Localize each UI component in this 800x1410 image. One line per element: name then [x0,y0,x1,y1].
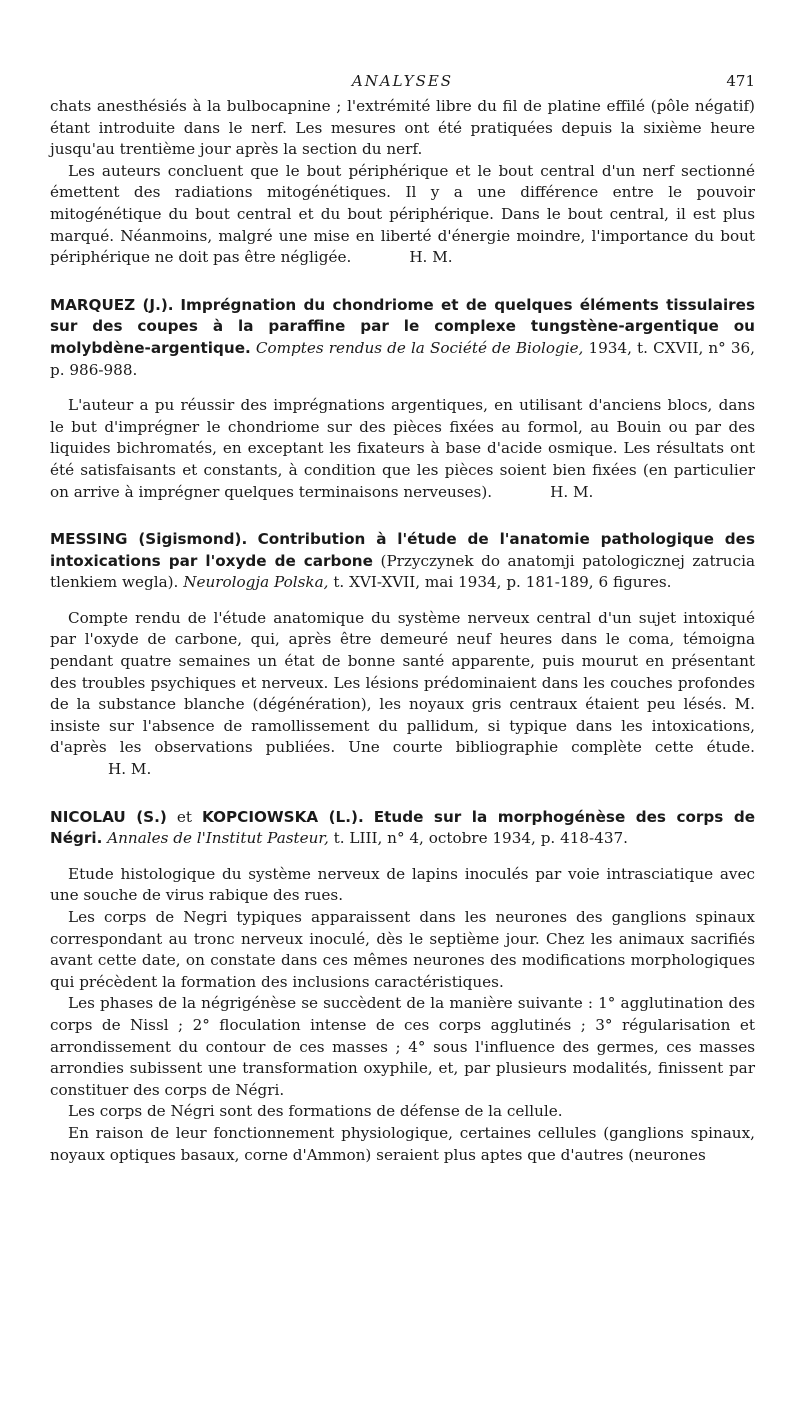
paragraph [50,161,755,269]
paragraph: Les corps de Négri sont des formations de défense de la cellule. [68,1102,563,1121]
entry-author: NICOLAU (S.) [50,807,167,826]
signature: H. M. [409,248,453,267]
abstract-entry [50,807,755,1167]
paragraph: En raison de leur fonctionnement physiologique, certaines cellules (ganglions spinaux, noyaux optiques basaux, corne d'Ammon) seraient plus aptes que d'autres (neurones [50,1123,755,1164]
entry-reference: 1934, t. CXVII, n° 36, p. 986-988. [50,338,756,379]
entry-author: MESSING (Sigismond). [50,530,248,549]
abstract-entry [50,529,755,781]
entry-title: Contribution à l'étude de l'anatomie pathologique des intoxications par l'oxyde de carbone [50,530,755,570]
paragraph-text: L'auteur a pu réussir des imprégnations argentiques, en utilisant d'anciens blocs, dans le but d'imprégner le chondriome sur des pièces fixées au formol, au Bouin ou par des liquides bichromatés, en exceptant les fixateurs à base d'acide osmique. Les résultats ont été satisfaisants et constants, à condition que les pièces soient bien fixées (en particulier on arrive à imprégner quelques terminaisons nerveuses). [50,396,755,501]
paragraph: Etude histologique du système nerveux de lapins inoculés par voie intrasciatique avec une souche de virus rabique des rues. [50,864,755,905]
entry-journal: Annales de l'Institut Pasteur, [107,829,329,848]
entry-connector: et [176,807,192,826]
journal-page [50,62,755,1166]
signature: H. M. [108,760,152,779]
entry-journal: Comptes rendus de la Société de Biologie, [255,338,584,357]
paragraph: chats anesthésiés à la bulbocapnine ; l'extrémité libre du fil de platine effilé (pôle négatif) étant introduite dans le nerf. Les mesures ont été pratiquées depuis la sixième heure jusqu'au trentième jour après la section du nerf. [50,97,755,159]
abstract-entry [50,295,755,503]
entry-reference: t. XVI-XVII, mai 1934, p. 181-189, 6 figures. [333,573,672,592]
paragraph [50,395,755,503]
continued-abstract [50,96,755,269]
entry-citation [50,529,755,594]
entry-citation [50,807,755,850]
entry-title: Imprégnation du chondriome et de quelques éléments tissulaires sur des coupes à la paraffine par le complexe tungstène-argentique ou molybdène-argentique. [50,295,755,357]
page-number: 471 [726,72,755,90]
signature: H. M. [550,482,594,501]
entry-citation [50,295,755,381]
entry-title: Etude sur la morphogénèse des corps de Négri. [50,807,756,848]
running-header [50,62,755,96]
paragraph-text: Compte rendu de l'étude anatomique du système nerveux central d'un sujet intoxiqué par l'oxyde de carbone, qui, après être demeuré neuf heures dans le coma, témoigna pendant quatre semaines un état de bonne santé apparente, puis mourut en présentant des troubles psychiques et nerveux. Les lésions prédominaient dans les couches profondes de la substance blanche (dégénération), les noyaux gris centraux étaient peu lésés. M. insiste sur l'absence de ramollissement du pallidum, si typique dans les intoxications, d'après les observations publiées. Une courte bibliographie complète cette étude. [50,608,755,757]
entry-author: MARQUEZ (J.). [50,295,174,314]
entry-journal: Neurologja Polska, [183,573,329,592]
paragraph: Les phases de la négrigénèse se succèdent de la manière suivante : 1° agglutination des corps de Nissl ; 2° floculation intense de ces corps agglutinés ; 3° régularisation et arrondissement du contour de ces masses ; 4° sous l'influence des germes, ces masses arrondies subissent une transformation oxyphile, et, par plusieurs modalités, finissent par constituer des corps de Négri. [50,994,755,1099]
paragraph: Les corps de Negri typiques apparaissent dans les neurones des ganglions spinaux correspondant au tronc nerveux inoculé, dès le septième jour. Chez les animaux sacrifiés avant cette date, on constate dans ces mêmes neurones des modifications morphologiques qui précèdent la formation des inclusions caractéristiques. [50,908,755,991]
running-title: ANALYSES [351,72,454,90]
paragraph-text: Les auteurs concluent que le bout périphérique et le bout central d'un nerf sectionné émettent des radiations mitogénétiques. Il y a une différence entre le pouvoir mitogénétique du bout central et du bout périphérique. Dans le bout central, il est plus marqué. Néanmoins, malgré une mise en liberté d'énergie moindre, l'importance du bout périphérique ne doit pas être négligée. [50,161,755,267]
entry-subtitle: (Przyczynek do anatomji patologicznej zatrucia tlenkiem wegla). [50,551,756,592]
entry-reference: t. LIII, n° 4, octobre 1934, p. 418-437. [333,829,629,848]
paragraph [50,608,755,781]
entry-author: KOPCIOWSKA (L.). [202,807,364,826]
